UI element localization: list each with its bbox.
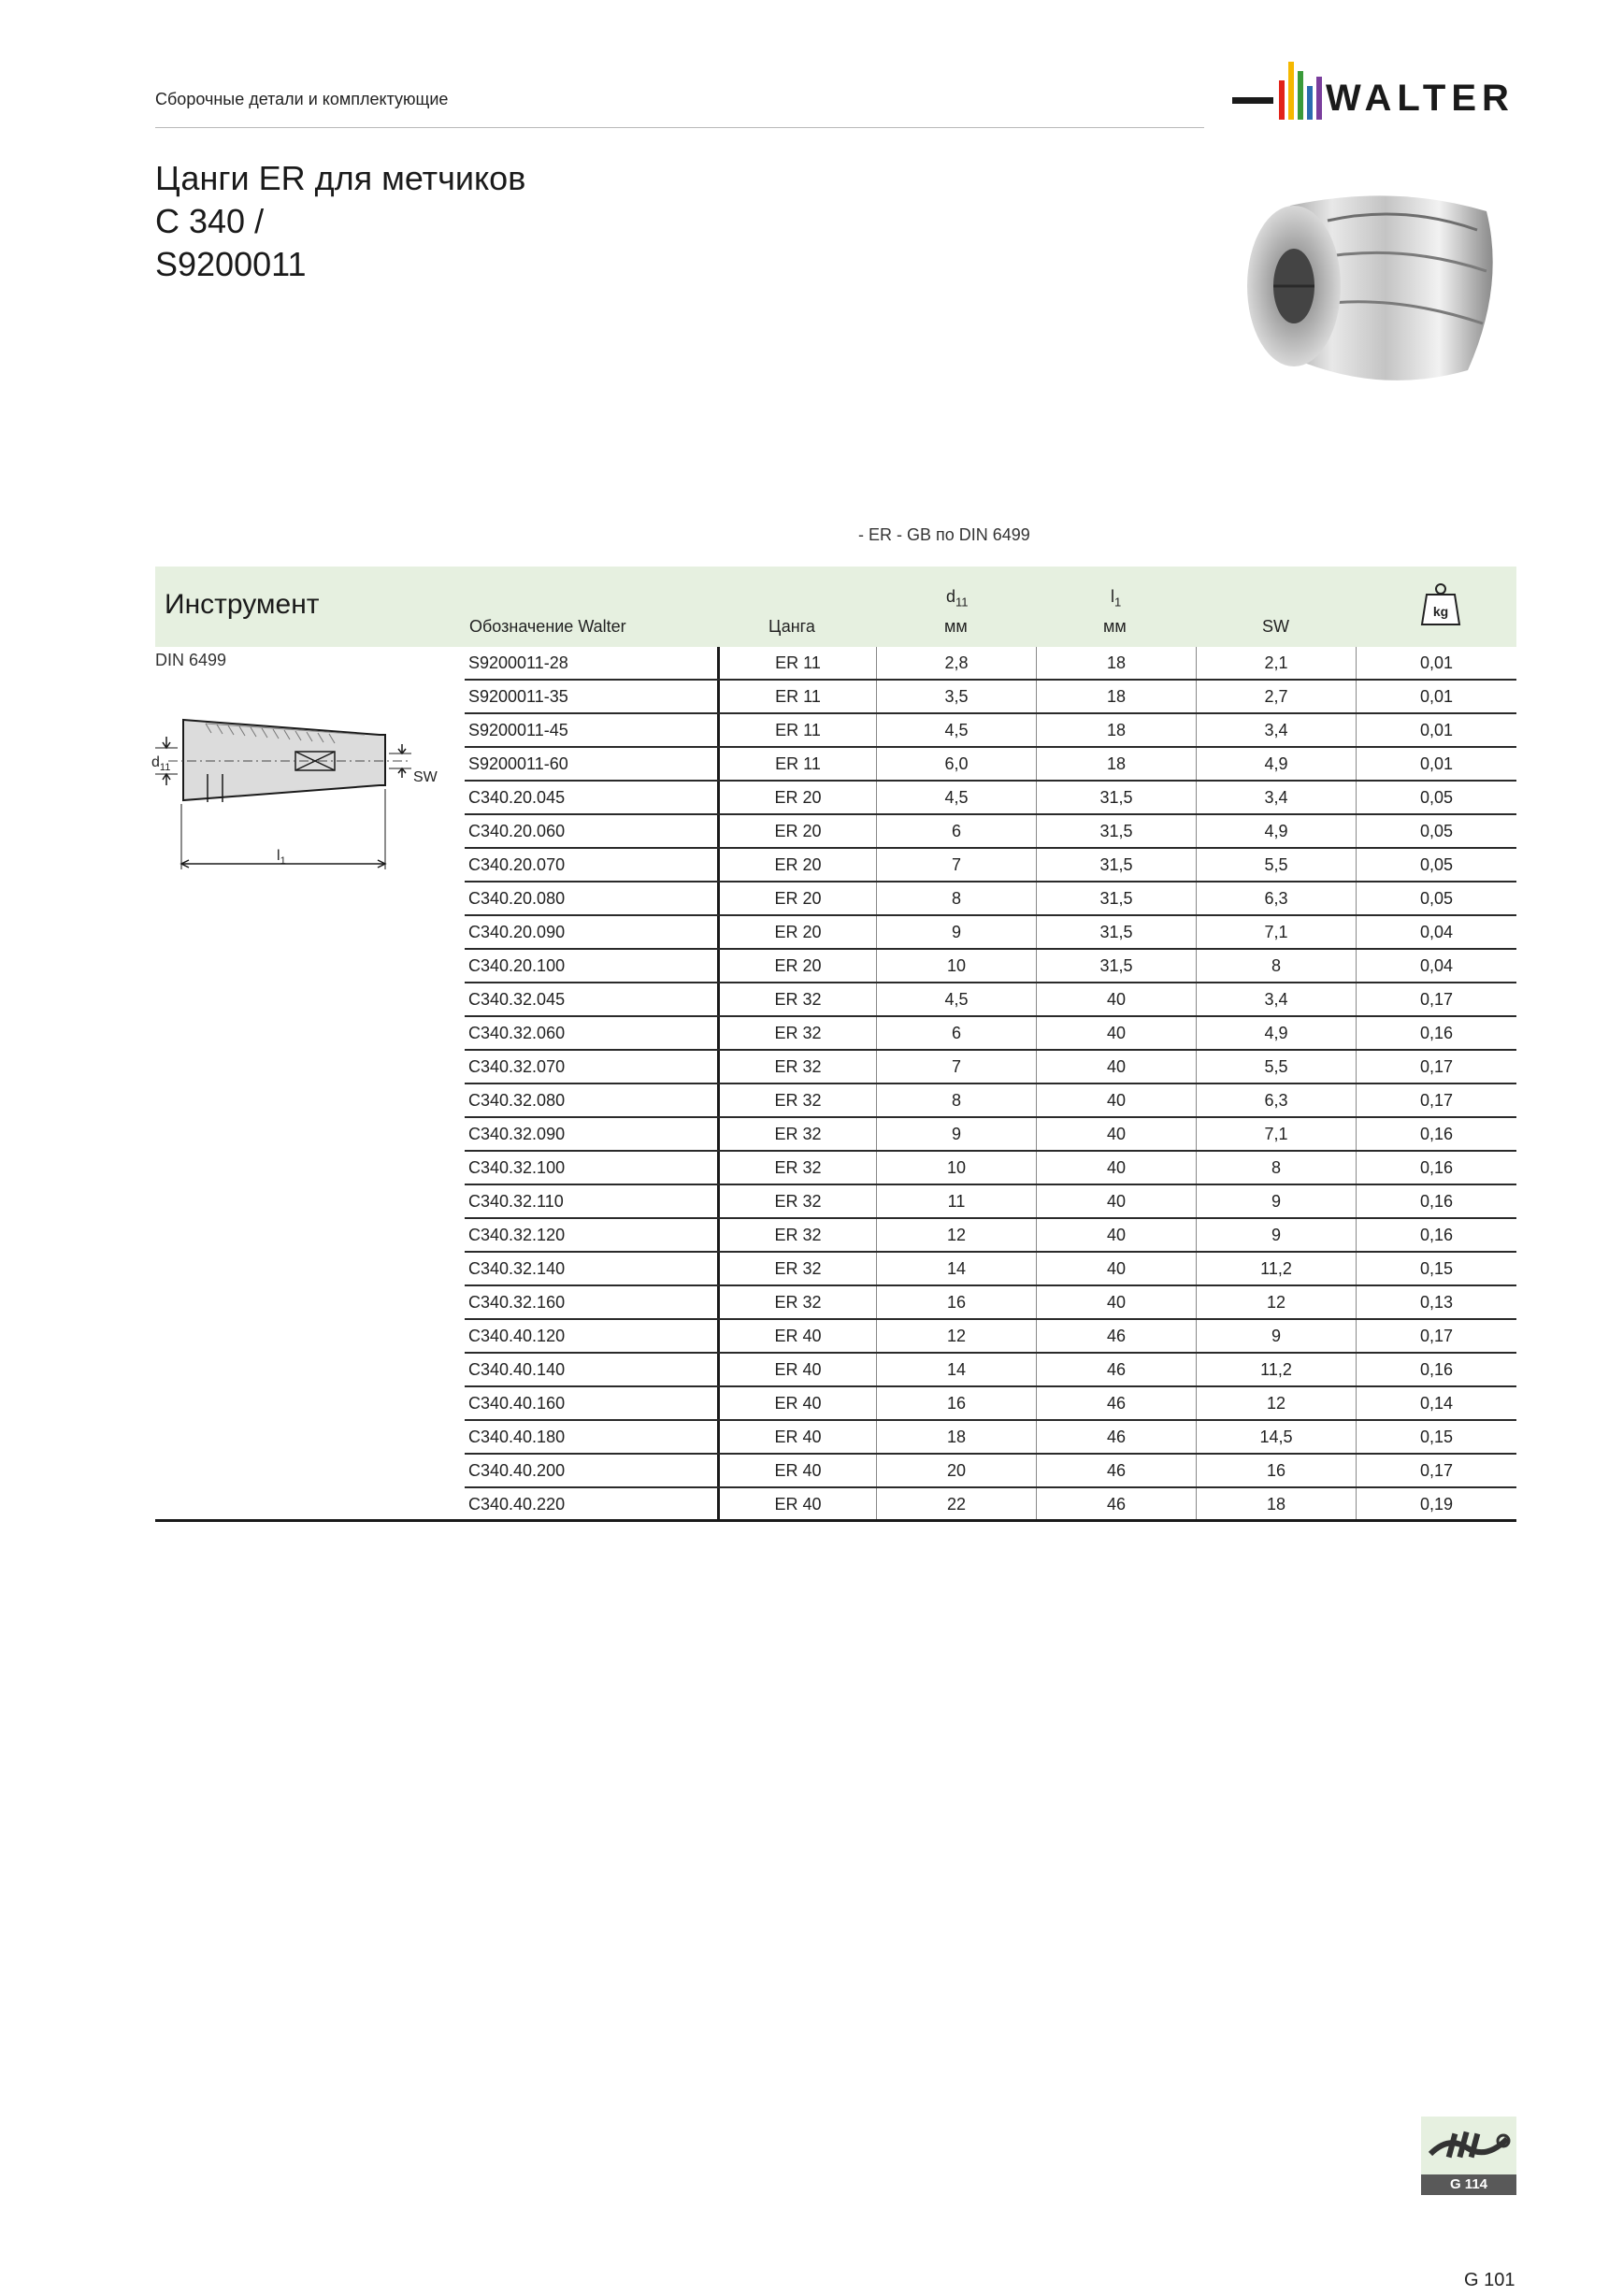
cell-d11: 8 — [876, 883, 1036, 914]
cell-l1: 18 — [1036, 681, 1196, 712]
cell-weight: 0,13 — [1356, 1286, 1516, 1318]
cell-collet: ER 40 — [717, 1387, 876, 1419]
table-row — [465, 1152, 1516, 1185]
cell-collet: ER 40 — [717, 1354, 876, 1385]
cell-sw: 2,1 — [1196, 647, 1356, 679]
cell-designation: C340.32.140 — [468, 1259, 566, 1278]
cell-collet: ER 32 — [717, 1253, 876, 1284]
cell-sw: 3,4 — [1196, 983, 1356, 1015]
table-row — [465, 1118, 1516, 1152]
cell-d11: 9 — [876, 1118, 1036, 1150]
cell-sw: 11,2 — [1196, 1253, 1356, 1284]
col-header-d-unit: мм — [944, 617, 968, 636]
cell-l1: 40 — [1036, 1286, 1196, 1318]
cell-collet: ER 20 — [717, 849, 876, 881]
cell-designation: C340.20.090 — [468, 923, 566, 941]
table-row — [465, 849, 1516, 883]
cell-collet: ER 20 — [717, 782, 876, 813]
cell-designation: C340.32.090 — [468, 1125, 566, 1143]
cell-sw: 5,5 — [1196, 1051, 1356, 1083]
cell-collet: ER 11 — [717, 748, 876, 780]
cell-designation: C340.20.045 — [468, 788, 566, 807]
col-header-collet: Цанга — [768, 617, 815, 636]
cell-sw: 9 — [1196, 1219, 1356, 1251]
reference-badge-graphic — [1421, 2117, 1516, 2174]
cell-sw: 11,2 — [1196, 1354, 1356, 1385]
col-header-l1 — [1111, 587, 1121, 610]
cell-d11: 7 — [876, 849, 1036, 881]
cell-d11: 12 — [876, 1320, 1036, 1352]
table-row — [465, 1320, 1516, 1354]
cell-weight: 0,05 — [1356, 815, 1516, 847]
col-header-l-unit: мм — [1103, 617, 1127, 636]
cell-weight: 0,01 — [1356, 681, 1516, 712]
cell-sw: 4,9 — [1196, 748, 1356, 780]
cell-sw: 3,4 — [1196, 782, 1356, 813]
cell-l1: 31,5 — [1036, 916, 1196, 948]
table-row — [465, 1286, 1516, 1320]
cell-collet: ER 20 — [717, 883, 876, 914]
table-row — [465, 1084, 1516, 1118]
cell-collet: ER 20 — [717, 815, 876, 847]
d-symbol: d — [946, 587, 956, 606]
cell-d11: 22 — [876, 1488, 1036, 1520]
cell-collet: ER 32 — [717, 1051, 876, 1083]
cell-designation: C340.32.070 — [468, 1057, 566, 1076]
cell-collet: ER 20 — [717, 950, 876, 982]
cell-designation: C340.32.110 — [468, 1192, 564, 1211]
cell-designation: C340.32.060 — [468, 1024, 566, 1042]
drawing-d-label: d — [151, 754, 160, 770]
table-row — [465, 950, 1516, 983]
cell-collet: ER 20 — [717, 916, 876, 948]
table-row — [465, 1051, 1516, 1084]
l-symbol: l — [1111, 587, 1114, 606]
cell-l1: 31,5 — [1036, 883, 1196, 914]
cell-sw: 3,4 — [1196, 714, 1356, 746]
section-title: Сборочные детали и комплектующие — [155, 90, 449, 108]
cell-sw: 4,9 — [1196, 1017, 1356, 1049]
drawing-d-sub: 11 — [159, 762, 171, 773]
drawing-sw-label: SW — [413, 769, 438, 785]
cell-weight: 0,16 — [1356, 1219, 1516, 1251]
cell-l1: 31,5 — [1036, 950, 1196, 982]
cell-designation: S9200011-28 — [468, 653, 568, 672]
cell-d11: 4,5 — [876, 782, 1036, 813]
cell-collet: ER 32 — [717, 1286, 876, 1318]
table-header — [155, 567, 1516, 647]
table-row — [465, 681, 1516, 714]
norm-label: DIN 6499 — [155, 651, 227, 669]
drawing-l-label: l — [277, 848, 280, 864]
cell-l1: 46 — [1036, 1455, 1196, 1486]
cell-d11: 9 — [876, 916, 1036, 948]
heading-line-2: C 340 / — [155, 202, 265, 240]
cell-sw: 16 — [1196, 1455, 1356, 1486]
cell-weight: 0,15 — [1356, 1421, 1516, 1453]
reference-badge-label: G 114 — [1421, 2174, 1516, 2195]
cell-d11: 6 — [876, 1017, 1036, 1049]
cell-weight: 0,17 — [1356, 1320, 1516, 1352]
cell-designation: C340.32.100 — [468, 1158, 566, 1177]
table-row — [465, 1219, 1516, 1253]
cell-sw: 9 — [1196, 1320, 1356, 1352]
table-row — [465, 1387, 1516, 1421]
cell-collet: ER 11 — [717, 714, 876, 746]
cell-l1: 40 — [1036, 1185, 1196, 1217]
cell-designation: S9200011-60 — [468, 754, 568, 773]
cell-l1: 31,5 — [1036, 815, 1196, 847]
cell-weight: 0,17 — [1356, 1455, 1516, 1486]
cell-l1: 46 — [1036, 1488, 1196, 1520]
cell-l1: 31,5 — [1036, 782, 1196, 813]
cell-weight: 0,04 — [1356, 916, 1516, 948]
cell-sw: 8 — [1196, 1152, 1356, 1184]
cell-d11: 11 — [876, 1185, 1036, 1217]
cell-designation: C340.40.180 — [468, 1428, 566, 1446]
cell-designation: C340.40.120 — [468, 1327, 566, 1345]
col-header-sw: SW — [1262, 617, 1289, 636]
cell-sw: 4,9 — [1196, 815, 1356, 847]
cell-designation: C340.40.140 — [468, 1360, 566, 1379]
collet-product-image — [1225, 183, 1524, 395]
cell-l1: 46 — [1036, 1387, 1196, 1419]
l-subscript: 1 — [1114, 595, 1122, 610]
cell-sw: 7,1 — [1196, 1118, 1356, 1150]
page-heading — [155, 157, 525, 286]
cell-designation: C340.20.060 — [468, 822, 566, 840]
cell-collet: ER 32 — [717, 1219, 876, 1251]
cell-collet: ER 32 — [717, 1017, 876, 1049]
cell-designation: C340.32.045 — [468, 990, 566, 1009]
cell-l1: 46 — [1036, 1320, 1196, 1352]
walter-logo — [1232, 58, 1518, 133]
instrument-label: Инструмент — [165, 589, 320, 620]
cell-sw: 12 — [1196, 1286, 1356, 1318]
standard-note: - ER - GB по DIN 6499 — [858, 525, 1030, 544]
cell-d11: 7 — [876, 1051, 1036, 1083]
cell-l1: 18 — [1036, 647, 1196, 679]
cell-collet: ER 32 — [717, 983, 876, 1015]
cell-l1: 31,5 — [1036, 849, 1196, 881]
cell-l1: 40 — [1036, 1219, 1196, 1251]
table-row — [465, 983, 1516, 1017]
header-divider — [155, 127, 1204, 128]
tool-icon — [1421, 2117, 1516, 2174]
page-number: G 101 — [1464, 2270, 1515, 2290]
table-row — [465, 916, 1516, 950]
cell-l1: 18 — [1036, 748, 1196, 780]
reference-badge[interactable] — [1421, 2117, 1516, 2195]
cell-collet: ER 40 — [717, 1488, 876, 1520]
drawing-l-sub: 1 — [280, 855, 286, 867]
table-row — [465, 1253, 1516, 1286]
cell-l1: 46 — [1036, 1421, 1196, 1453]
cell-d11: 14 — [876, 1253, 1036, 1284]
cell-l1: 40 — [1036, 1152, 1196, 1184]
product-table-body — [465, 647, 1516, 1522]
cell-weight: 0,17 — [1356, 983, 1516, 1015]
col-header-d11 — [946, 587, 969, 610]
cell-collet: ER 40 — [717, 1455, 876, 1486]
cell-collet: ER 32 — [717, 1084, 876, 1116]
cell-sw: 8 — [1196, 950, 1356, 982]
cell-sw: 9 — [1196, 1185, 1356, 1217]
cell-sw: 5,5 — [1196, 849, 1356, 881]
table-row — [465, 647, 1516, 681]
heading-line-1: Цанги ER для метчиков — [155, 159, 526, 197]
cell-l1: 40 — [1036, 1051, 1196, 1083]
cell-collet: ER 32 — [717, 1118, 876, 1150]
cell-sw: 6,3 — [1196, 883, 1356, 914]
cell-d11: 4,5 — [876, 983, 1036, 1015]
cell-d11: 6,0 — [876, 748, 1036, 780]
cell-weight: 0,17 — [1356, 1051, 1516, 1083]
svg-text:d11 — [151, 754, 170, 773]
table-row — [465, 815, 1516, 849]
cell-sw: 7,1 — [1196, 916, 1356, 948]
table-row — [465, 1455, 1516, 1488]
cell-weight: 0,01 — [1356, 647, 1516, 679]
table-row — [465, 1185, 1516, 1219]
cell-designation: C340.40.220 — [468, 1495, 566, 1514]
cell-weight: 0,19 — [1356, 1488, 1516, 1520]
cell-weight: 0,16 — [1356, 1118, 1516, 1150]
d-subscript: 11 — [955, 595, 969, 610]
cell-l1: 40 — [1036, 1017, 1196, 1049]
table-row — [465, 883, 1516, 916]
cell-sw: 12 — [1196, 1387, 1356, 1419]
cell-designation: C340.40.200 — [468, 1461, 566, 1480]
cell-d11: 2,8 — [876, 647, 1036, 679]
cell-d11: 12 — [876, 1219, 1036, 1251]
cell-d11: 16 — [876, 1387, 1036, 1419]
cell-d11: 3,5 — [876, 681, 1036, 712]
cell-weight: 0,04 — [1356, 950, 1516, 982]
weight-icon-label: kg — [1432, 604, 1449, 619]
cell-collet: ER 32 — [717, 1185, 876, 1217]
table-row — [465, 1421, 1516, 1455]
cell-l1: 40 — [1036, 1084, 1196, 1116]
cell-sw: 18 — [1196, 1488, 1356, 1520]
cell-weight: 0,17 — [1356, 1084, 1516, 1116]
table-bottom-rule — [155, 1519, 1516, 1522]
cell-collet: ER 32 — [717, 1152, 876, 1184]
cell-designation: C340.20.070 — [468, 855, 566, 874]
cell-weight: 0,14 — [1356, 1387, 1516, 1419]
cell-l1: 18 — [1036, 714, 1196, 746]
table-row — [465, 714, 1516, 748]
table-row — [465, 782, 1516, 815]
cell-d11: 4,5 — [876, 714, 1036, 746]
cell-d11: 20 — [876, 1455, 1036, 1486]
collet-technical-drawing — [150, 692, 445, 879]
cell-sw: 2,7 — [1196, 681, 1356, 712]
cell-collet: ER 40 — [717, 1421, 876, 1453]
cell-l1: 40 — [1036, 983, 1196, 1015]
cell-weight: 0,05 — [1356, 782, 1516, 813]
cell-designation: S9200011-35 — [468, 687, 568, 706]
cell-designation: C340.32.120 — [468, 1226, 566, 1244]
cell-d11: 6 — [876, 815, 1036, 847]
cell-sw: 6,3 — [1196, 1084, 1356, 1116]
cell-collet: ER 11 — [717, 681, 876, 712]
cell-weight: 0,05 — [1356, 883, 1516, 914]
cell-designation: C340.40.160 — [468, 1394, 566, 1413]
cell-designation: S9200011-45 — [468, 721, 568, 739]
cell-weight: 0,16 — [1356, 1152, 1516, 1184]
cell-sw: 14,5 — [1196, 1421, 1356, 1453]
cell-l1: 46 — [1036, 1354, 1196, 1385]
cell-d11: 18 — [876, 1421, 1036, 1453]
cell-d11: 14 — [876, 1354, 1036, 1385]
cell-weight: 0,05 — [1356, 849, 1516, 881]
weight-icon — [1419, 581, 1462, 628]
cell-designation: C340.20.080 — [468, 889, 566, 908]
cell-weight: 0,01 — [1356, 748, 1516, 780]
cell-weight: 0,16 — [1356, 1185, 1516, 1217]
heading-line-3: S9200011 — [155, 245, 307, 283]
cell-designation: C340.32.080 — [468, 1091, 566, 1110]
cell-l1: 40 — [1036, 1118, 1196, 1150]
cell-d11: 10 — [876, 950, 1036, 982]
cell-weight: 0,01 — [1356, 714, 1516, 746]
col-header-designation: Обозначение Walter — [469, 617, 626, 636]
cell-weight: 0,15 — [1356, 1253, 1516, 1284]
cell-collet: ER 11 — [717, 647, 876, 679]
cell-collet: ER 40 — [717, 1320, 876, 1352]
table-row — [465, 1488, 1516, 1522]
cell-l1: 40 — [1036, 1253, 1196, 1284]
cell-designation: C340.32.160 — [468, 1293, 566, 1312]
brand-wordmark: WALTER — [1326, 78, 1515, 119]
cell-weight: 0,16 — [1356, 1354, 1516, 1385]
cell-d11: 8 — [876, 1084, 1036, 1116]
table-row — [465, 748, 1516, 782]
cell-designation: C340.20.100 — [468, 956, 566, 975]
cell-weight: 0,16 — [1356, 1017, 1516, 1049]
cell-d11: 16 — [876, 1286, 1036, 1318]
cell-d11: 10 — [876, 1152, 1036, 1184]
table-row — [465, 1354, 1516, 1387]
table-row — [465, 1017, 1516, 1051]
